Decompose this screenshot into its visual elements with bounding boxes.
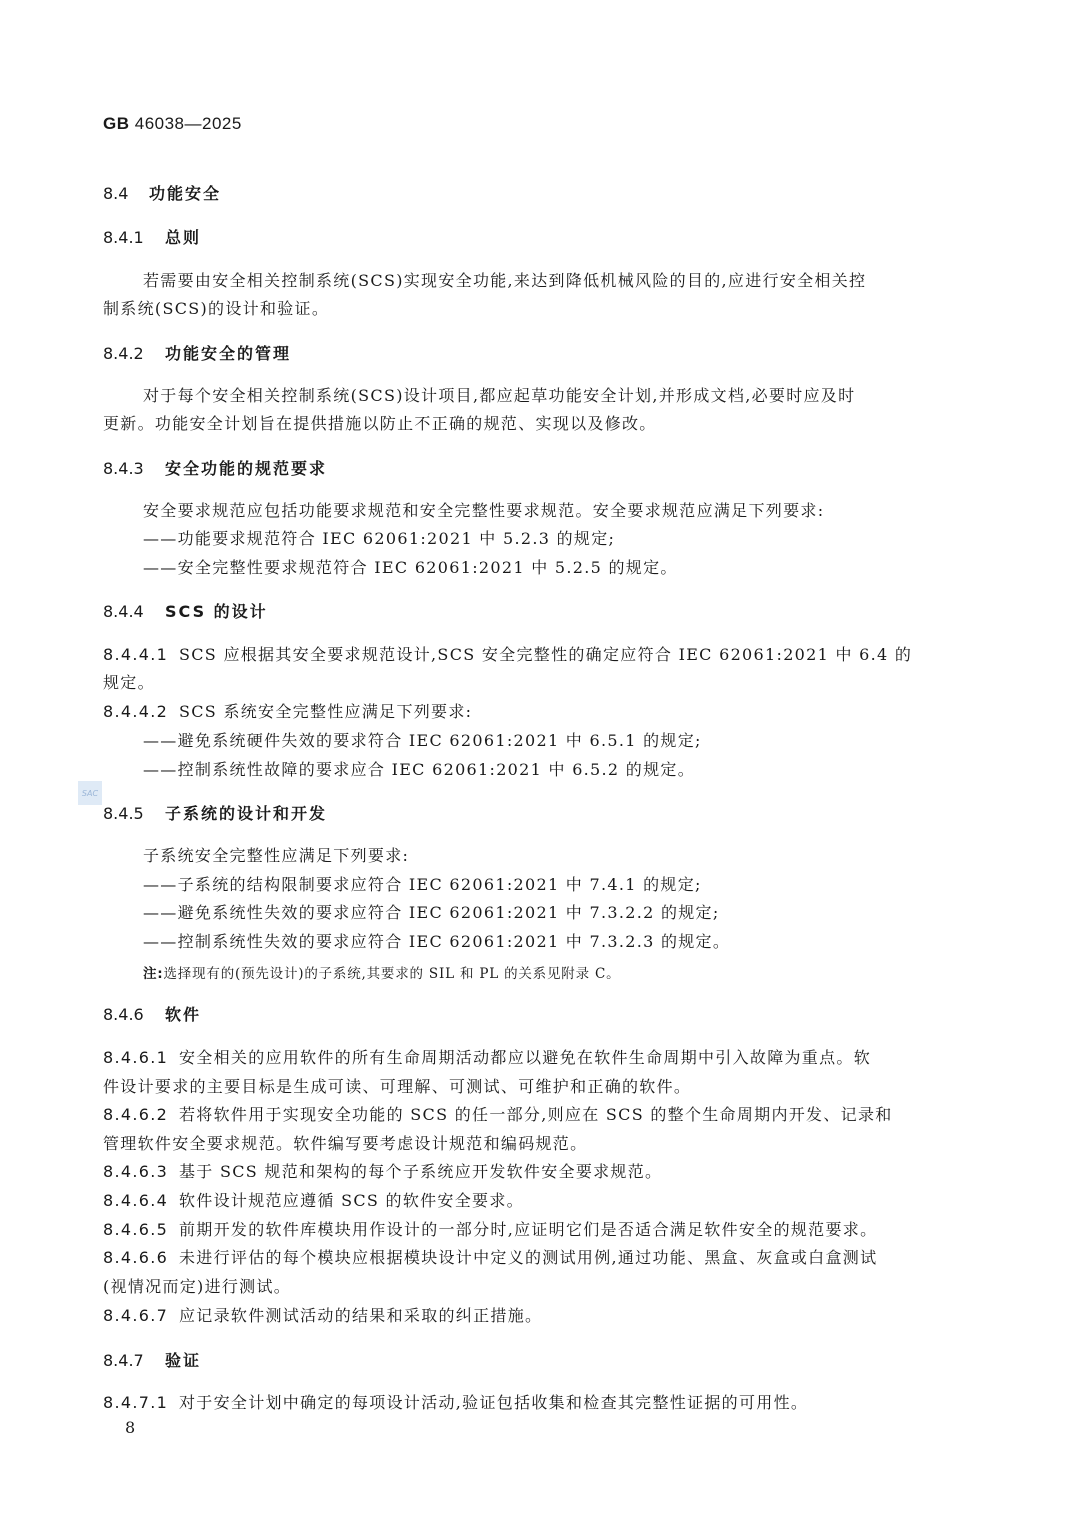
note-label: 注: [143,966,164,982]
note-text: 选择现有的(预先设计)的子系统,其要求的 SIL 和 PL 的关系见附录 C。 [163,966,621,982]
section-number: 8.4.6 [103,1005,144,1024]
clause-8-4-6-2 [103,1102,893,1125]
section-heading-8-4 [103,181,221,204]
list-item: ——功能要求规范符合 IEC 62061:2021 中 5.2.3 的规定; [143,529,616,548]
section-heading-8-4-1 [103,225,201,248]
clause-text: SCS 系统安全完整性应满足下列要求: [179,702,473,721]
clause-number: 8.4.6.6 [103,1248,169,1267]
clause-8-4-6-7 [103,1303,542,1326]
clause-8-4-6-4 [103,1188,524,1211]
clause-text: 前期开发的软件库模块用作设计的一部分时,应证明它们是否适合满足软件安全的规范要求。 [179,1220,878,1239]
clause-text: 应记录软件测试活动的结果和采取的纠正措施。 [179,1306,543,1325]
clause-number: 8.4.4.2 [103,702,169,721]
section-heading-8-4-4 [103,599,268,622]
section-title: 子系统的设计和开发 [165,804,328,823]
clause-number: 8.4.6.5 [103,1220,169,1239]
clause-8-4-4-1 [103,642,912,665]
clause-text: SCS 应根据其安全要求规范设计,SCS 安全完整性的确定应符合 IEC 62061:2021 中 6.4 的 [179,645,913,664]
paragraph-line: 件设计要求的主要目标是生成可读、可理解、可测试、可维护和正确的软件。 [103,1077,692,1096]
clause-8-4-6-6 [103,1245,877,1268]
clause-text: 基于 SCS 规范和架构的每个子系统应开发软件安全要求规范。 [179,1162,663,1181]
clause-8-4-7-1 [103,1390,808,1413]
section-heading-8-4-6 [103,1002,201,1025]
section-title: 验证 [165,1351,202,1370]
paragraph-line: 对于每个安全相关控制系统(SCS)设计项目,都应起草功能安全计划,并形成文档,必要时应及时 [143,386,856,405]
list-item: ——控制系统性故障的要求应合 IEC 62061:2021 中 6.5.2 的规定。 [143,760,695,779]
section-title: 功能安全 [149,184,222,203]
clause-number: 8.4.6.2 [103,1105,169,1124]
standard-code [103,114,242,134]
paragraph-line: 更新。功能安全计划旨在提供措施以防止不正确的规范、实现以及修改。 [103,414,657,433]
clause-text: 若将软件用于实现安全功能的 SCS 的任一部分,则应在 SCS 的整个生命周期内开发、记录和 [179,1105,893,1124]
paragraph-line: (视情况而定)进行测试。 [103,1277,292,1296]
paragraph-line: 安全要求规范应包括功能要求规范和安全完整性要求规范。安全要求规范应满足下列要求: [143,501,825,520]
clause-number: 8.4.6.1 [103,1048,169,1067]
section-number: 8.4.2 [103,344,144,363]
paragraph-line: 管理软件安全要求规范。软件编写要考虑设计规范和编码规范。 [103,1134,588,1153]
list-item: ——控制系统性失效的要求应符合 IEC 62061:2021 中 7.3.2.3 的规定。 [143,932,731,951]
section-number: 8.4.5 [103,804,144,823]
paragraph-line: 制系统(SCS)的设计和验证。 [103,299,330,318]
section-heading-8-4-2 [103,341,291,364]
clause-number: 8.4.7.1 [103,1393,169,1412]
section-heading-8-4-3 [103,456,327,479]
paragraph-line: 子系统安全完整性应满足下列要求: [143,846,410,865]
section-number: 8.4.1 [103,228,144,247]
clause-text: 软件设计规范应遵循 SCS 的软件安全要求。 [179,1191,524,1210]
section-heading-8-4-7 [103,1348,201,1371]
clause-text: 对于安全计划中确定的每项设计活动,验证包括收集和检查其完整性证据的可用性。 [179,1393,809,1412]
clause-text: 未进行评估的每个模块应根据模块设计中定义的测试用例,通过功能、黑盒、灰盒或白盒测试 [179,1248,878,1267]
section-number: 8.4.7 [103,1351,144,1370]
paragraph-line: 若需要由安全相关控制系统(SCS)实现安全功能,来达到降低机械风险的目的,应进行安全相关控 [143,271,867,290]
list-item: ——子系统的结构限制要求应符合 IEC 62061:2021 中 7.4.1 的规定; [143,875,702,894]
section-number: 8.4.3 [103,459,144,478]
clause-8-4-6-1 [103,1045,871,1068]
sac-watermark: SAC [78,781,102,805]
clause-8-4-6-5 [103,1217,877,1240]
list-item: ——避免系统性失效的要求应符合 IEC 62061:2021 中 7.3.2.2 的规定; [143,903,720,922]
section-title: 总则 [165,228,202,247]
note [143,962,620,982]
section-title: 安全功能的规范要求 [165,459,328,478]
section-title: 软件 [165,1005,202,1024]
clause-number: 8.4.6.7 [103,1306,169,1325]
clause-text: 安全相关的应用软件的所有生命周期活动都应以避免在软件生命周期中引入故障为重点。软 [179,1048,872,1067]
section-title: 功能安全的管理 [165,344,292,363]
section-heading-8-4-5 [103,801,327,824]
clause-8-4-6-3 [103,1159,662,1182]
clause-8-4-4-2 [103,699,472,722]
standard-prefix: GB [103,114,130,133]
section-number: 8.4.4 [103,602,144,621]
clause-number: 8.4.6.3 [103,1162,169,1181]
clause-number: 8.4.6.4 [103,1191,169,1210]
clause-number: 8.4.4.1 [103,645,169,664]
standard-number: 46038—2025 [134,114,242,133]
list-item: ——安全完整性要求规范符合 IEC 62061:2021 中 5.2.5 的规定。 [143,558,678,577]
list-item: ——避免系统硬件失效的要求符合 IEC 62061:2021 中 6.5.1 的规定; [143,731,702,750]
page-number: 8 [125,1418,136,1437]
paragraph-line: 规定。 [103,673,155,692]
section-number: 8.4 [103,184,129,203]
section-title: SCS 的设计 [165,602,268,621]
